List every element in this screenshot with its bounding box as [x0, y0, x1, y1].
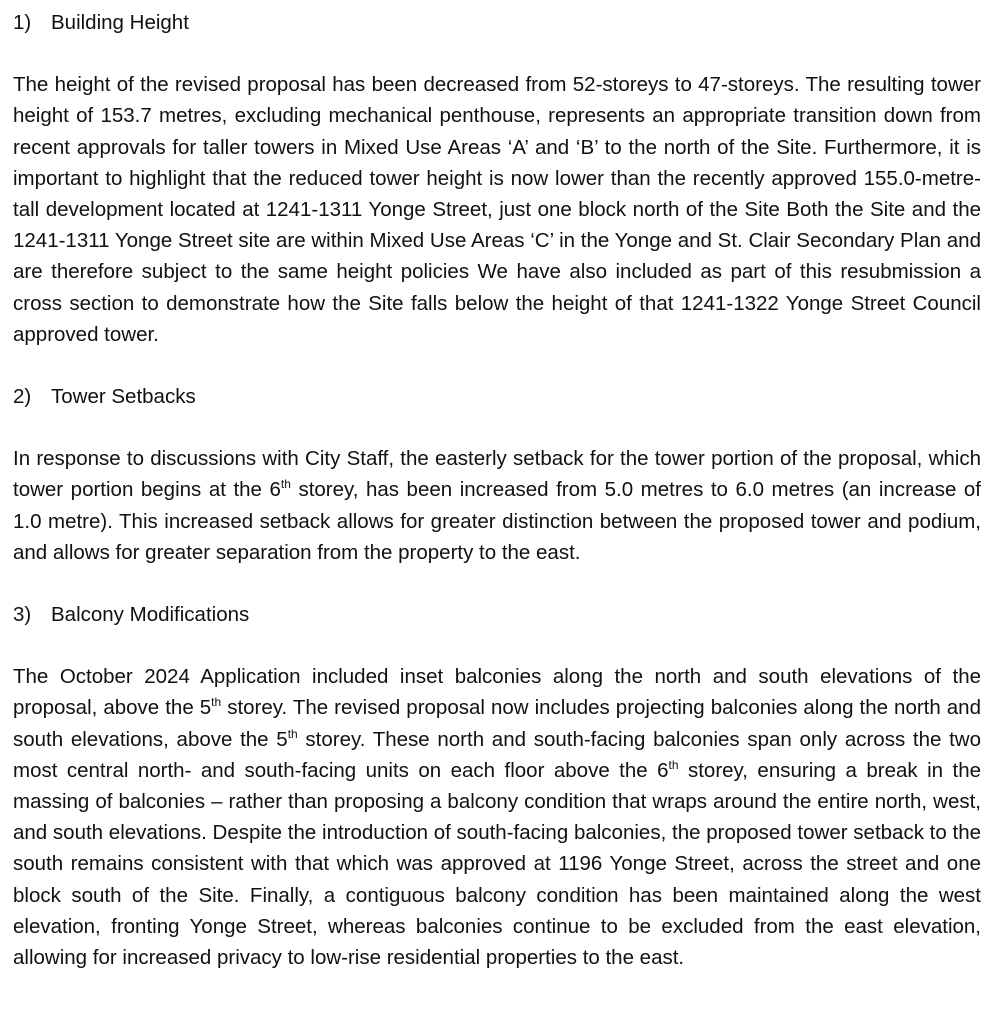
paragraph-text: storey. These north and south-facing balconies span only across the two most central north- and south-facing units on each floor above the 6 — [13, 727, 981, 782]
section-title: Balcony Modifications — [51, 603, 250, 627]
paragraph-text: storey, has been increased from 5.0 metres to 6.0 metres (an increase of 1.0 metre). This increased setback allows for greater distinction between the proposed tower and podium, and allows for greater separation from the property to the east. — [13, 478, 981, 564]
document-page — [13, 0, 981, 973]
section-title: Tower Setbacks — [51, 385, 196, 409]
section-number: 3) — [13, 603, 32, 627]
section-heading — [13, 599, 981, 630]
paragraph-text: In response to discussions with City Staff, the easterly setback for the tower portion of the proposal, which tower portion begins at the 6 — [13, 447, 981, 502]
section-number: 2) — [13, 385, 32, 409]
superscript: th — [280, 477, 291, 492]
superscript: th — [668, 758, 679, 773]
paragraph-text: storey, ensuring a break in the massing of balconies – rather than proposing a balcony condition that wraps around the entire north, west, and south elevations. Despite the introduction of south-facing balconies, the proposed tower setback to the south remains consistent with that which was approved at 1196 Yonge Street, across the street and one block south of the Site. Finally, a contiguous balcony condition has been maintained along the west elevation, fronting Yonge Street, whereas balconies continue to be excluded from the east elevation, allowing for increased privacy to low-rise residential properties to the east. — [13, 758, 981, 970]
section-heading — [13, 7, 981, 38]
superscript: th — [211, 695, 222, 710]
paragraph-text: The October 2024 Application included inset balconies along the north and south elevations of the proposal, above the 5 — [13, 665, 981, 720]
paragraph-text: storey. The revised proposal now includes projecting balconies along the north and south elevations, above the 5 — [13, 696, 981, 751]
section-title: Building Height — [51, 11, 189, 34]
section-number: 1) — [13, 11, 32, 34]
section-paragraph — [13, 661, 981, 973]
section-paragraph — [13, 69, 981, 350]
section-heading — [13, 381, 981, 412]
superscript: th — [287, 726, 298, 741]
section-paragraph — [13, 443, 981, 568]
paragraph-text: The height of the revised proposal has been decreased from 52-storeys to 47-storeys. The resulting tower height of 153.7 metres, excluding mechanical penthouse, represents an appropriate transition down from recent approvals for taller towers in Mixed Use Areas ‘A’ and ‘B’ to the north of the Site. Furthermore, it is important to highlight that the reduced tower height is now lower than the recently approved 155.0-metre-tall development located at 1241-1311 Yonge Street, just one block north of the Site Both the Site and the 1241-1311 Yonge Street site are within Mixed Use Areas ‘C’ in the Yonge and St. Clair Secondary Plan and are therefore subject to the same height policies We have also included as part of this resubmission a cross section to demonstrate how the Site falls below the height of that 1241-1322 Yonge Street Council approved tower. — [13, 73, 981, 346]
